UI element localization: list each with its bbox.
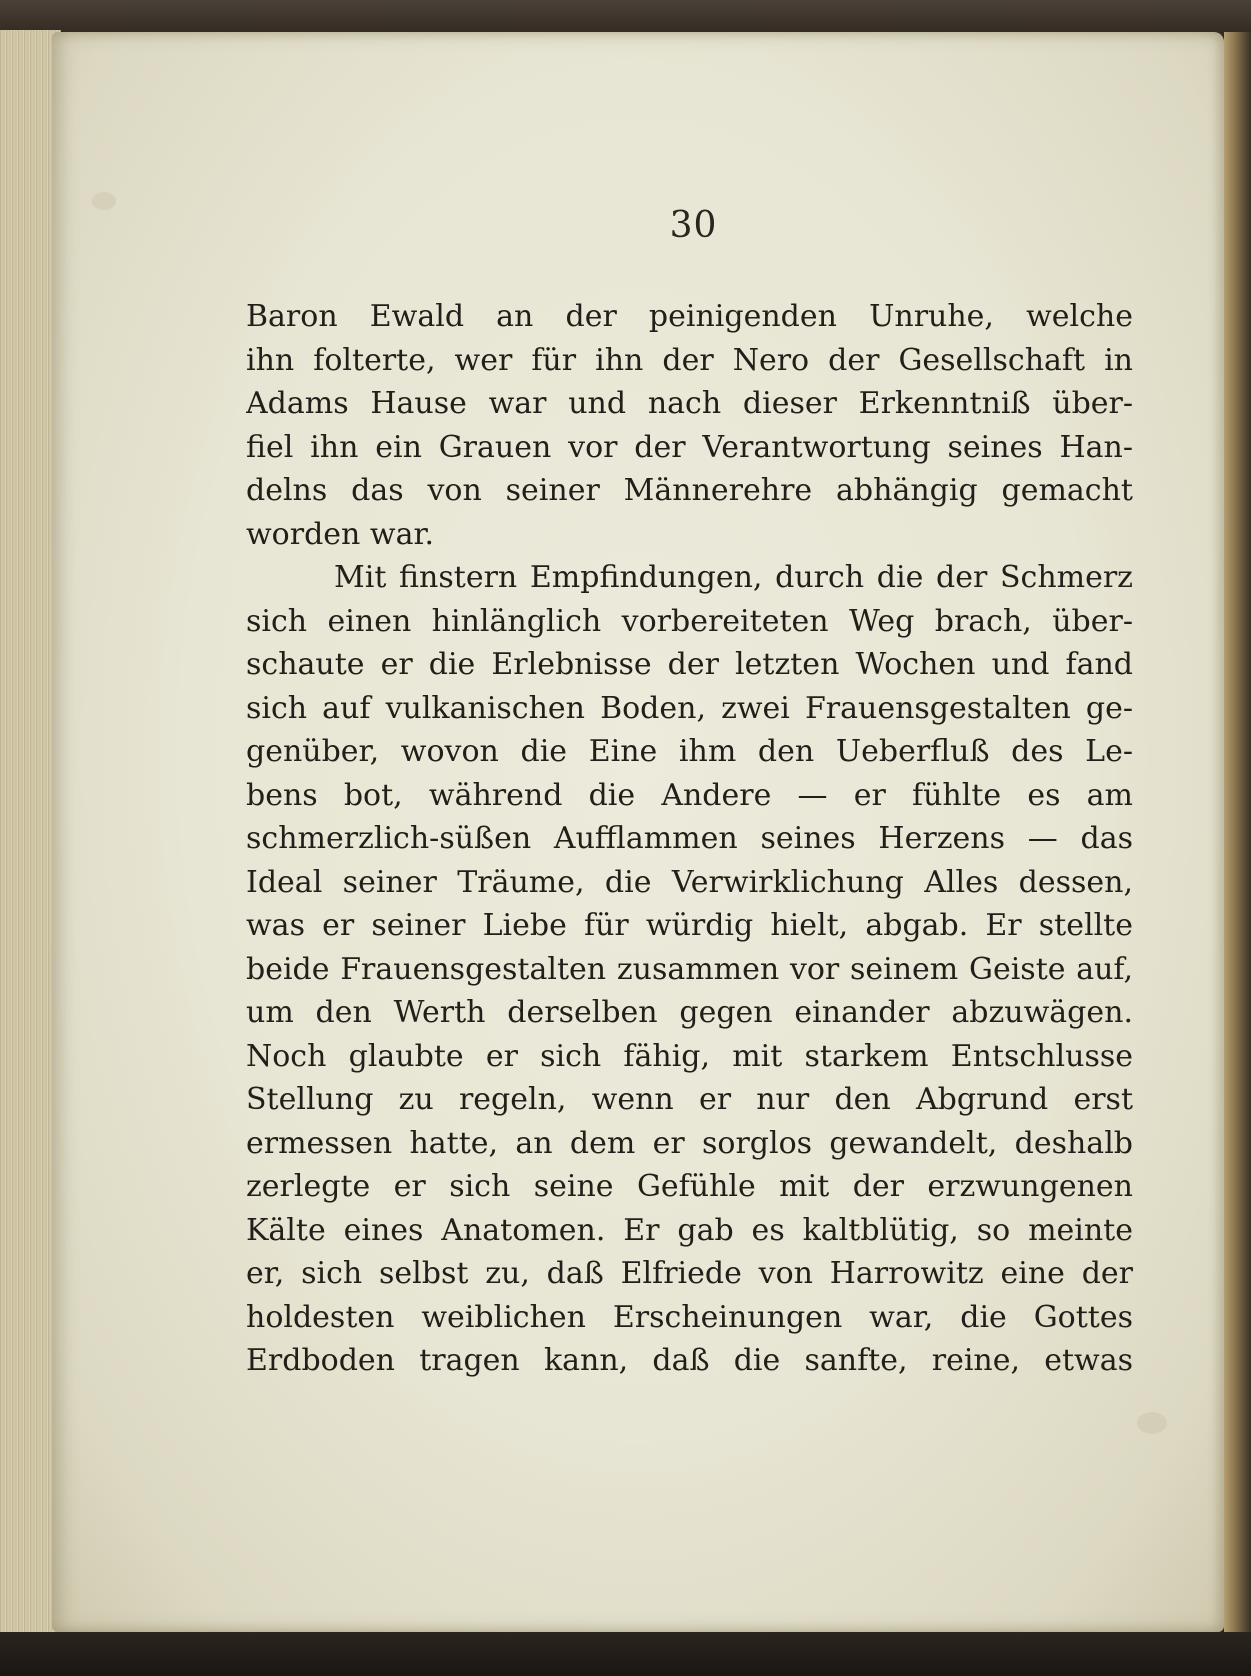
text-line: ermessen hatte, an dem er sorglos gewandelt, deshalb <box>246 1125 1133 1161</box>
body-text <box>246 295 1133 1383</box>
text-line: genüber, wovon die Eine ihm den Ueberfluß des Le- <box>246 734 1133 769</box>
text-line: holdesten weiblichen Erscheinungen war, die Gottes <box>246 1299 1133 1335</box>
text-line: delns das von seiner Männerehre abhängig gemacht <box>246 473 1133 508</box>
text-line: sich einen hinlänglich vorbereiteten Weg brach, über- <box>246 603 1133 639</box>
text-line: Erdboden tragen kann, daß die sanfte, reine, etwas <box>246 1343 1133 1378</box>
text-line: Adams Hause war und nach dieser Erkenntniß über- <box>246 386 1133 421</box>
book-bottom-edge <box>0 1632 1251 1676</box>
paper-stain <box>1137 1412 1167 1434</box>
paragraph-end-line: worden war. <box>246 516 435 552</box>
text-line: er, sich selbst zu, daß Elfriede von Harrowitz eine der <box>246 1256 1133 1291</box>
text-line: zerlegte er sich seine Gefühle mit der erzwungenen <box>246 1169 1133 1204</box>
text-line: Kälte eines Anatomen. Er gab es kaltblütig, so meinte <box>246 1212 1133 1248</box>
text-line: sich auf vulkanischen Boden, zwei Frauensgestalten ge- <box>246 690 1133 726</box>
text-line: Noch glaubte er sich fähig, mit starkem Entschlusse <box>246 1038 1133 1074</box>
text-line: ihn folterte, wer für ihn der Nero der Gesellschaft in <box>246 342 1133 378</box>
text-line: Ideal seiner Träume, die Verwirklichung Alles dessen, <box>246 864 1133 900</box>
text-line: Stellung zu regeln, wenn er nur den Abgrund erst <box>246 1082 1133 1117</box>
paragraph-start-line: Mit finstern Empfindungen, durch die der Schmerz <box>334 560 1133 595</box>
text-line: was er seiner Liebe für würdig hielt, abgab. Er stellte <box>246 908 1133 943</box>
page-number: 30 <box>669 205 718 246</box>
text-line: schmerzlich-süßen Aufflammen seines Herzens — das <box>246 821 1133 856</box>
text-line: Baron Ewald an der peinigenden Unruhe, welche <box>246 299 1133 334</box>
text-line: bens bot, während die Andere — er fühlte es am <box>246 777 1133 813</box>
text-line: fiel ihn ein Grauen vor der Verantwortung seines Han- <box>246 429 1133 465</box>
text-line: schaute er die Erlebnisse der letzten Wochen und fand <box>246 647 1133 682</box>
book-right-edge <box>1224 32 1251 1632</box>
text-line: beide Frauensgestalten zusammen vor seinem Geiste auf, <box>246 951 1133 987</box>
text-line: um den Werth derselben gegen einander abzuwägen. <box>246 995 1133 1030</box>
